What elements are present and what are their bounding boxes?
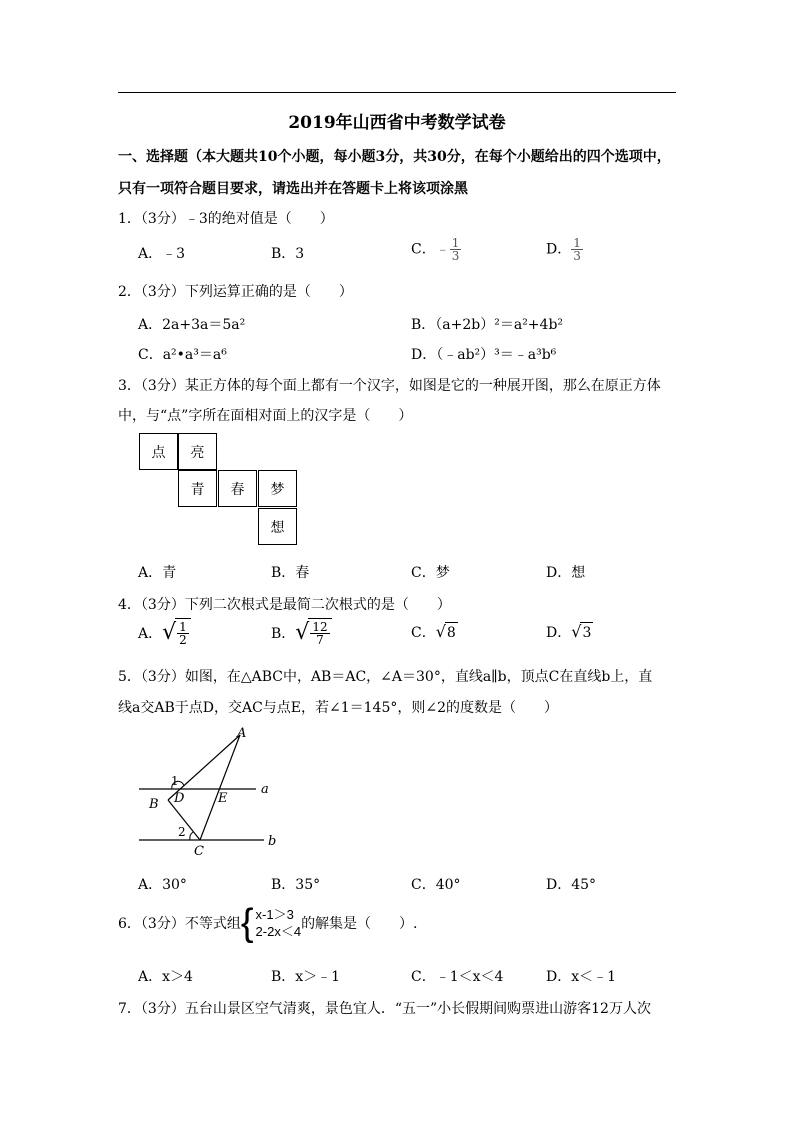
q5-stem-line1: 5．（3分）如图，在△ABC中，AB＝AC，∠A＝30°，直线a∥b，顶点C在直线b上，直 bbox=[118, 669, 653, 685]
q1-option-c-sign: ﹣ bbox=[435, 241, 450, 258]
q3-stem-line1: 3．（3分）某正方体的每个面上都有一个汉字，如图是它的一种展开图，那么在原正方体 bbox=[118, 378, 661, 394]
section-heading-line1: 一、选择题（本大题共10个小题，每小题3分，共30分，在每个小题给出的四个选项中， bbox=[118, 149, 671, 165]
q6-suffix: 的解集是（ ）. bbox=[301, 916, 418, 932]
q4-option-d bbox=[546, 622, 593, 642]
q6-stem bbox=[118, 904, 418, 942]
inequality-1: x-1＞3 bbox=[255, 907, 294, 922]
q1-option-c bbox=[411, 237, 461, 262]
angle-2-arc bbox=[190, 832, 193, 840]
label-c-vertex: C bbox=[194, 844, 204, 859]
label-b-vertex: B bbox=[149, 797, 159, 812]
q3-stem-line2: 中，与“点”字所在面相对面上的汉字是（ ） bbox=[118, 408, 413, 424]
q1-option-b: B．3 bbox=[271, 246, 305, 262]
net-cell-2: 亮 bbox=[178, 433, 217, 470]
label-angle-2: 2 bbox=[178, 825, 186, 839]
q1-option-d-fraction: $\frac{1}{3}$ bbox=[573, 236, 581, 263]
q2-option-d: D．（﹣ab²）³＝﹣a³b⁶ bbox=[411, 347, 557, 363]
q6-option-d: D．x＜﹣1 bbox=[546, 969, 617, 985]
label-a-vertex: A bbox=[237, 726, 247, 741]
q3-option-b: B．春 bbox=[271, 565, 310, 581]
triangle-figure bbox=[130, 722, 290, 862]
q5-stem-line2: 线a交AB于点D，交AC与点E，若∠1＝145°，则∠2的度数是（ ） bbox=[118, 700, 559, 716]
q3-option-a: A．青 bbox=[138, 565, 177, 581]
q2-stem: 2．（3分）下列运算正确的是（ ） bbox=[118, 284, 353, 300]
page-title: 2019年山西省中考数学试卷 bbox=[288, 113, 506, 133]
net-cell-1: 点 bbox=[139, 433, 178, 470]
label-e-point: E bbox=[218, 791, 228, 806]
q6-option-b: B．x＞﹣1 bbox=[271, 969, 341, 985]
inequality-system: { x-1＞3 2-2x＜4 bbox=[240, 902, 302, 944]
q1-stem: 1．（3分）﹣3的绝对值是（ ） bbox=[118, 211, 334, 227]
q5-option-a: A．30° bbox=[138, 877, 187, 893]
q3-option-d: D．想 bbox=[546, 565, 586, 581]
q6-option-c: C．﹣1＜x＜4 bbox=[411, 969, 504, 985]
top-rule bbox=[118, 92, 676, 93]
q4-option-c-label: C． bbox=[411, 625, 436, 641]
q4-option-a-radical: √ $\frac{1}{2}$ bbox=[162, 618, 191, 648]
q2-option-c: C．a²•a³＝a⁶ bbox=[138, 347, 227, 363]
q5-option-c: C．40° bbox=[411, 877, 461, 893]
label-d-point: D bbox=[174, 791, 185, 806]
q7-stem: 7．（3分）五台山景区空气清爽，景色宜人．“五一”小长假期间购票进山游客12万人次 bbox=[118, 1001, 651, 1017]
q6-option-a: A．x＞4 bbox=[138, 969, 193, 985]
q4-option-a-label: A． bbox=[138, 626, 163, 642]
q4-option-b-label: B． bbox=[271, 626, 296, 642]
q5-option-b: B．35° bbox=[271, 877, 321, 893]
q4-option-c bbox=[411, 622, 458, 642]
q1-option-d bbox=[546, 237, 583, 262]
net-cell-6: 想 bbox=[258, 508, 297, 545]
q4-option-d-radical: √ 3 bbox=[571, 622, 592, 641]
label-line-b: b bbox=[268, 834, 277, 849]
label-angle-1: 1 bbox=[171, 774, 179, 788]
q1-option-c-label: C． bbox=[411, 241, 436, 258]
q1-option-a: A．﹣3 bbox=[138, 246, 186, 262]
q4-option-b-radical: √ $\frac{12}{7}$ bbox=[295, 618, 331, 648]
q4-option-b bbox=[271, 618, 332, 648]
net-cell-3: 青 bbox=[178, 470, 217, 507]
q2-option-a: A．2a+3a＝5a² bbox=[138, 317, 246, 333]
q4-option-a bbox=[138, 618, 191, 648]
section-heading-line2: 只有一项符合题目要求，请选出并在答题卡上将该项涂黑 bbox=[118, 181, 468, 197]
side-ac bbox=[200, 735, 240, 840]
q3-option-c: C．梦 bbox=[411, 565, 450, 581]
q4-option-c-radical: √ 8 bbox=[435, 622, 456, 641]
q1-option-d-label: D． bbox=[546, 241, 572, 258]
q5-option-d: D．45° bbox=[546, 877, 597, 893]
q6-prefix: 6．（3分）不等式组 bbox=[118, 916, 241, 932]
q4-stem: 4．（3分）下列二次根式是最简二次根式的是（ ） bbox=[118, 597, 451, 613]
q2-option-b: B．（a+2b）²＝a²+4b² bbox=[411, 317, 564, 333]
q1-option-c-fraction: $\frac{1}{3}$ bbox=[451, 236, 460, 263]
label-line-a: a bbox=[261, 782, 269, 797]
inequality-2: 2-2x＜4 bbox=[255, 924, 302, 939]
net-cell-4: 春 bbox=[218, 470, 257, 507]
net-cell-5: 梦 bbox=[258, 470, 297, 507]
q4-option-d-label: D． bbox=[546, 625, 572, 641]
